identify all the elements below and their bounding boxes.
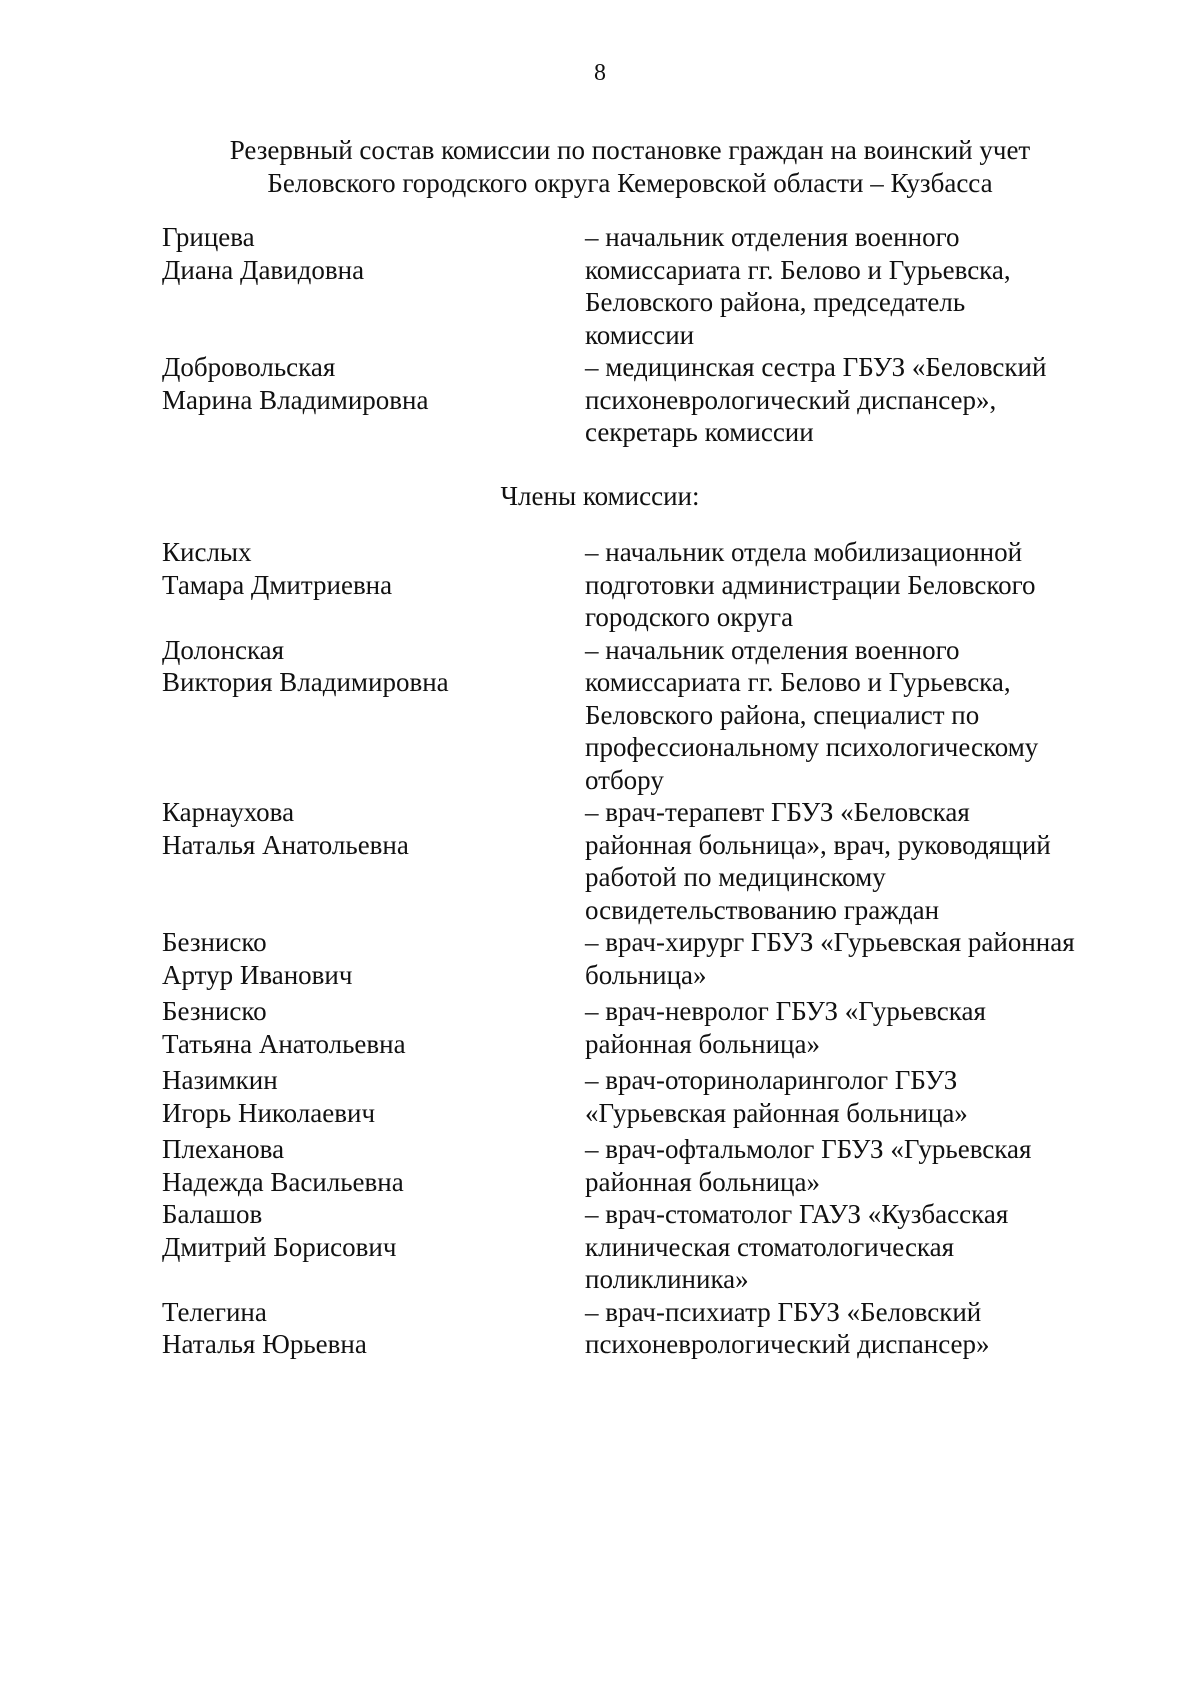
person-given-names: Дмитрий Борисович [162,1231,397,1262]
person-surname: Безниско [162,996,267,1026]
person-name [162,634,585,699]
chair-list [162,221,1122,449]
document-title [150,134,1110,200]
person-role: – врач-офтальмолог ГБУЗ «Гурьевская районная больница» [585,1134,1032,1197]
person-name [162,351,585,416]
page-number: 8 [594,60,606,86]
members-list [162,536,1122,1361]
person-given-names: Наталья Анатольевна [162,829,409,860]
person-role: – начальник отделения военного комиссариата гг. Белово и Гурьевска, Беловского района, специалист по профессиональному психологическому отбору [585,634,1039,795]
person-name [162,536,585,601]
person-role: – врач-стоматолог ГАУЗ «Кузбасская клиническая стоматологическая поликлиника» [585,1199,1009,1294]
person-surname: Грицева [162,222,255,252]
member-entry [162,1296,1122,1361]
person-role: – врач-психиатр ГБУЗ «Беловский психоневрологический диспансер» [585,1296,990,1359]
person-role: – врач-хирург ГБУЗ «Гурьевская районная больница» [585,927,1075,990]
member-entry [162,796,1122,926]
member-entry [162,1133,1122,1198]
member-entry [162,1064,1122,1129]
person-role: – врач-терапевт ГБУЗ «Беловская районная больница», врач, руководящий работой по медицинскому освидетельствованию граждан [585,797,1051,925]
person-surname: Балашов [162,1199,263,1229]
title-line-2: Беловского городского округа Кемеровской области – Кузбасса [267,168,993,198]
chair-entry [162,221,1122,351]
person-given-names: Виктория Владимировна [162,667,449,697]
person-surname: Кислых [162,537,252,567]
person-given-names: Татьяна Анатольевна [162,1028,406,1059]
person-name [162,926,585,991]
members-heading: Члены комиссии: [500,481,700,511]
member-entry [162,536,1122,634]
person-name [162,1198,585,1263]
person-surname: Назимкин [162,1065,278,1095]
person-role: – начальник отделения военного комиссариата гг. Белово и Гурьевска, Беловского района, председатель комиссии [585,222,1011,350]
person-name [162,995,585,1060]
member-entry [162,926,1122,991]
member-entry [162,634,1122,797]
person-surname: Добровольская [162,352,336,382]
person-given-names: Игорь Николаевич [162,1097,376,1128]
person-name [162,1064,585,1129]
person-role: – начальник отдела мобилизационной подготовки администрации Беловского городского округа [585,537,1036,632]
person-surname: Плеханова [162,1134,285,1164]
person-name [162,1133,585,1198]
person-given-names: Наталья Юрьевна [162,1329,367,1359]
person-surname: Карнаухова [162,797,295,827]
person-given-names: Марина Владимировна [162,384,429,415]
person-role: – врач-оториноларинголог ГБУЗ «Гурьевская районная больница» [585,1065,968,1128]
person-surname: Телегина [162,1296,267,1327]
person-given-names: Тамара Дмитриевна [162,569,393,600]
person-role: – врач-невролог ГБУЗ «Гурьевская районная больница» [585,996,986,1059]
person-surname: Долонская [162,634,285,665]
person-surname: Безниско [162,927,267,957]
secretary-entry [162,351,1122,449]
member-entry [162,995,1122,1060]
member-entry [162,1198,1122,1296]
person-name [162,1296,585,1361]
person-given-names: Надежда Васильевна [162,1166,404,1197]
person-name [162,796,585,861]
title-line-1: Резервный состав комиссии по постановке граждан на воинский учет [229,135,1031,165]
person-given-names: Диана Давидовна [162,254,365,285]
person-role: – медицинская сестра ГБУЗ «Беловский психоневрологический диспансер», секретарь комиссии [585,352,1047,447]
person-given-names: Артур Иванович [162,959,353,990]
person-name [162,221,585,286]
